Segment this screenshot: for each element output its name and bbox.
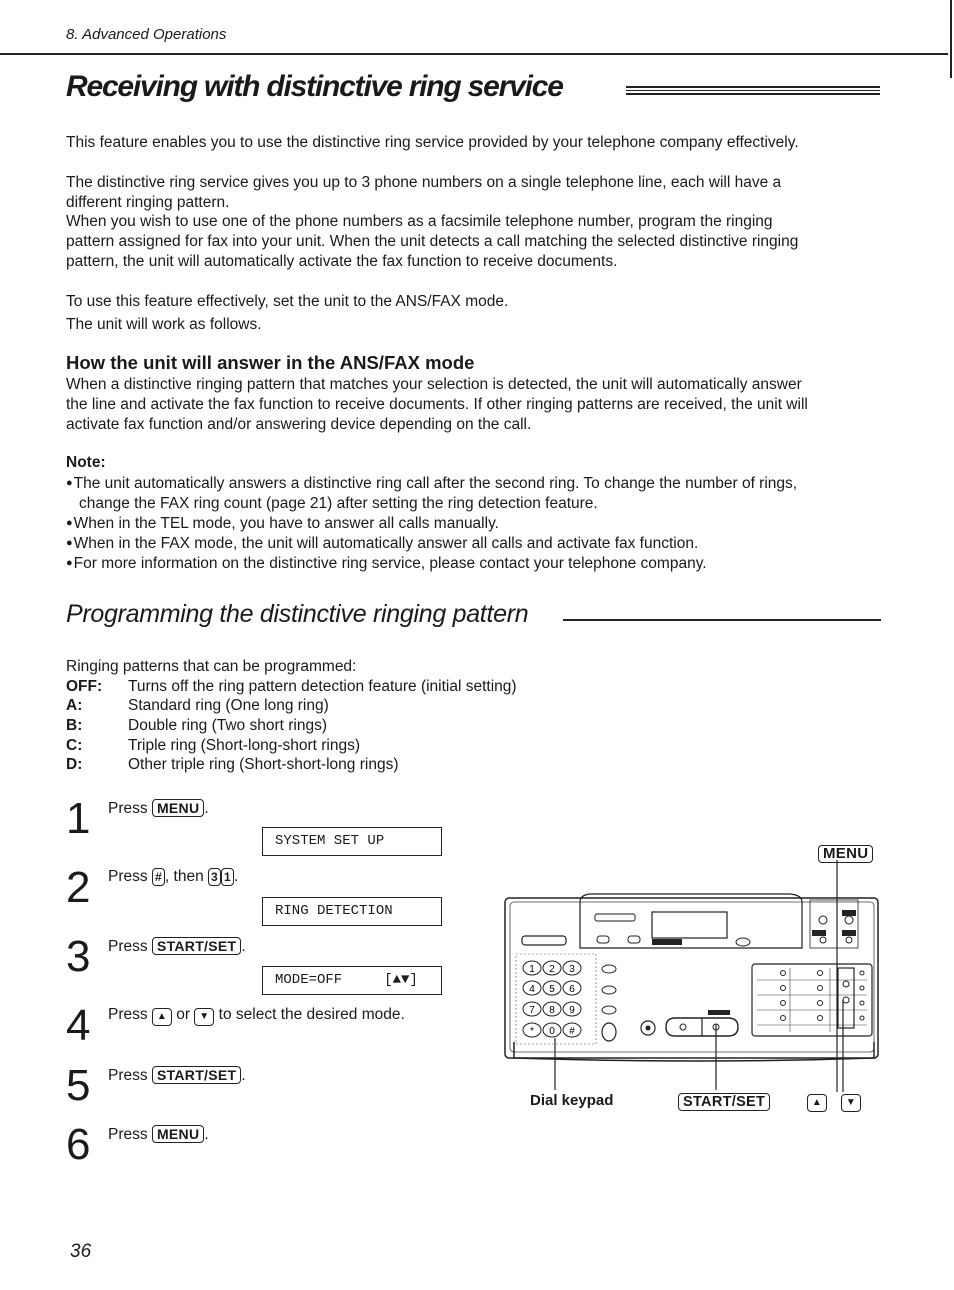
one-touch-key (818, 971, 823, 976)
title-rule (626, 86, 880, 95)
svg-text:8: 8 (549, 1005, 555, 1016)
pattern-desc: Double ring (Two short rings) (128, 717, 327, 734)
one-touch-key (860, 1001, 864, 1005)
note-label: Note: (66, 454, 106, 471)
menu-key: MENU (152, 799, 204, 817)
note-bullet-3 (66, 533, 876, 554)
text-line: When a distinctive ringing pattern that matches your selection is detected, the unit will automatically answer (66, 376, 802, 393)
one-touch-key (781, 971, 786, 976)
pattern-desc: Turns off the ring pattern detection feature (initial setting) (128, 678, 517, 695)
indicator-led (846, 937, 852, 943)
step-3-number: 3 (66, 932, 91, 981)
flash-button (602, 965, 616, 973)
step-text-mid: , then (164, 868, 204, 885)
up-key-mark (843, 981, 849, 987)
step-1-text (108, 799, 209, 818)
text-line: The unit automatically answers a distinctive ring call after the second ring. To change the number of rings, (73, 475, 798, 492)
pattern-key: C: (66, 737, 83, 754)
one-touch-key (860, 1016, 864, 1020)
step-punct: . (204, 800, 209, 817)
text-line: change the FAX ring count (page 21) after setting the ring detection feature. (79, 495, 598, 512)
text-line: activate fax function and/or answering device depending on the call. (66, 416, 532, 433)
lcd-display-mode: MODE=OFF [▲▼] (262, 966, 442, 995)
one-touch-key (860, 971, 864, 975)
page-title: Receiving with distinctive ring service (66, 70, 563, 103)
diagram-down-arrow-label: ▼ (841, 1094, 861, 1112)
note-bullet-1 (66, 473, 876, 514)
diagram-up-arrow-label: ▲ (807, 1094, 827, 1112)
display-key (652, 939, 682, 945)
svg-text:3: 3 (569, 964, 575, 975)
programming-rule (563, 619, 881, 621)
bullet-icon: ● (66, 517, 73, 529)
small-button (597, 936, 609, 943)
lcd-display-system-set-up: SYSTEM SET UP (262, 827, 442, 856)
step-press-label: Press (108, 868, 148, 885)
svg-text:#: # (569, 1026, 575, 1037)
step-5-text (108, 1066, 246, 1085)
up-arrow-key: ▲ (152, 1008, 172, 1026)
text-line: the line and activate the fax function to receive documents. If other ringing patterns are received, the unit will (66, 396, 808, 413)
copy-key-mark (680, 1024, 686, 1030)
step-press-label: Press (108, 1126, 148, 1143)
answer-button (595, 914, 635, 921)
pattern-desc: Other triple ring (Short-short-long rings) (128, 756, 399, 773)
header-rule (0, 53, 948, 55)
pattern-desc: Standard ring (One long ring) (128, 697, 329, 714)
digit-3-key: 3 (208, 868, 221, 886)
note-bullet-2 (66, 513, 876, 534)
indicator-led (845, 916, 853, 924)
step-press-label: Press (108, 938, 148, 955)
programming-heading: Programming the distinctive ringing pattern (66, 600, 529, 628)
text-line: different ringing pattern. (66, 194, 230, 211)
pattern-key: D: (66, 756, 83, 773)
one-touch-key (781, 1016, 786, 1021)
step-punct: . (241, 938, 246, 955)
text-line: The distinctive ring service gives you up to 3 phone numbers on a single telephone line, each will have a (66, 174, 782, 191)
keypad-frame (516, 954, 596, 1044)
svg-text:1: 1 (529, 964, 535, 975)
step-3-text (108, 937, 246, 956)
step-6-text (108, 1125, 209, 1144)
redial-button (602, 986, 616, 994)
one-touch-key (818, 986, 823, 991)
mute-button (602, 1006, 616, 1014)
step-punct: . (241, 1067, 246, 1084)
svg-text:7: 7 (529, 1005, 535, 1016)
step-punct: . (233, 868, 239, 885)
svg-text:9: 9 (569, 1005, 575, 1016)
bullet-icon: ● (66, 477, 73, 489)
one-touch-key (781, 986, 786, 991)
svg-text:0: 0 (549, 1026, 555, 1037)
function-key (842, 930, 856, 936)
pattern-key: A: (66, 697, 83, 714)
digit-1-key: 1 (221, 868, 234, 886)
pattern-key: OFF: (66, 678, 103, 695)
one-touch-key (818, 1016, 823, 1021)
one-touch-key (818, 1001, 823, 1006)
svg-text:2: 2 (549, 964, 555, 975)
text-line: pattern assigned for fax into your unit. When the unit detects a call matching the selected distinctive ringing (66, 233, 799, 250)
svg-text:4: 4 (529, 984, 535, 995)
step-1-number: 1 (66, 794, 91, 843)
step-press-label: Press (108, 1006, 148, 1023)
text-line: pattern, the unit will automatically activate the fax function to receive documents. (66, 253, 618, 270)
bullet-icon: ● (66, 537, 73, 549)
one-touch-key (781, 1001, 786, 1006)
diagram-menu-label: MENU (818, 845, 873, 863)
menu-key: MENU (152, 1125, 204, 1143)
fax-control-panel-illustration (500, 860, 885, 1100)
start-set-key: START/SET (152, 937, 241, 955)
intro-paragraph-4: To use this feature effectively, set the unit to the ANS/FAX mode. (66, 293, 509, 310)
function-key (812, 930, 826, 936)
pattern-key: B: (66, 717, 83, 734)
step-2-text (108, 868, 238, 886)
receive-mode-button (736, 938, 750, 946)
step-6-number: 6 (66, 1120, 91, 1169)
step-2-number: 2 (66, 863, 91, 912)
speakerphone-button (602, 1023, 616, 1041)
text-line: When in the FAX mode, the unit will automatically answer all calls and activate fax function. (73, 535, 699, 552)
resolution-key (842, 910, 856, 916)
step-text-or: or (176, 1006, 191, 1023)
indicator-led (819, 916, 827, 924)
lcd-window (652, 912, 727, 938)
indicator-led (820, 937, 826, 943)
text-line: When you wish to use one of the phone numbers as a facsimile telephone number, program the ringing (66, 213, 773, 230)
step-4-text (108, 1006, 405, 1026)
small-button (628, 936, 640, 943)
note-bullet-4 (66, 553, 876, 574)
step-4-number: 4 (66, 1001, 91, 1050)
answer-section-heading: How the unit will answer in the ANS/FAX mode (66, 352, 475, 373)
start-set-key: START/SET (152, 1066, 241, 1084)
down-arrow-key: ▼ (194, 1008, 214, 1026)
answer-section-body (66, 375, 876, 435)
patterns-intro: Ringing patterns that can be programmed: (66, 658, 357, 675)
start-set-tag (708, 1010, 730, 1015)
intro-paragraph-5: The unit will work as follows. (66, 316, 262, 333)
volume-button (522, 936, 566, 945)
stop-button-dot (646, 1026, 651, 1031)
bullet-icon: ● (66, 557, 73, 569)
intro-paragraph-2 (66, 173, 876, 213)
section-header: 8. Advanced Operations (66, 26, 227, 43)
step-text-rest: to select the desired mode. (218, 1006, 405, 1023)
down-key-mark (843, 997, 849, 1003)
diagram-start-set-label: START/SET (678, 1093, 770, 1111)
page-edge-mark (950, 0, 952, 78)
lcd-display-ring-detection: RING DETECTION (262, 897, 442, 926)
step-press-label: Press (108, 800, 148, 817)
dial-keypad (523, 961, 581, 1037)
text-line: For more information on the distinctive ring service, please contact your telephone company. (73, 555, 707, 572)
one-touch-key (860, 986, 864, 990)
step-5-number: 5 (66, 1061, 91, 1110)
svg-text:6: 6 (569, 984, 575, 995)
intro-paragraph-3 (66, 212, 876, 272)
pattern-desc: Triple ring (Short-long-short rings) (128, 737, 361, 754)
step-press-label: Press (108, 1067, 148, 1084)
step-punct: . (204, 1126, 209, 1143)
page-number: 36 (70, 1241, 92, 1262)
text-line: When in the TEL mode, you have to answer all calls manually. (73, 515, 499, 532)
intro-paragraph-1: This feature enables you to use the distinctive ring service provided by your telephone company effectively. (66, 134, 799, 151)
svg-text:5: 5 (549, 984, 555, 995)
diagram-dial-keypad-label: Dial keypad (530, 1092, 614, 1109)
navigator-keys (838, 968, 854, 1028)
hash-key: # (152, 868, 165, 886)
svg-text:*: * (530, 1026, 534, 1037)
